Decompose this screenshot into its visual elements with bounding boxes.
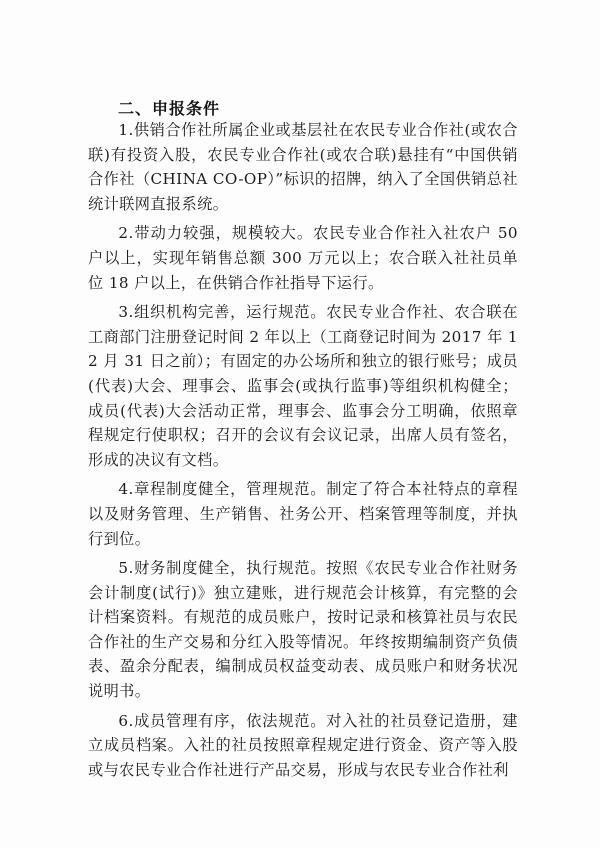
paragraph-4: 4.章程制度健全，管理规范。制定了符合本社特点的章程以及财务管理、生产销售、社务公开、档案管理等制度，并执行到位。 — [88, 480, 518, 548]
section-heading: 二、申报条件 — [118, 99, 221, 118]
section-body — [88, 118, 518, 787]
paragraph-5: 5.财务制度健全，执行规范。按照《农民专业合作社财务会计制度(试行)》独立建账，进行规范会计核算，有完整的会计档案资料。有规范的成员账户，按时记录和核算社员与农民合作社的生产交易和分红入股等情况。年终按期编制资产负债表、盈余分配表，编制成员权益变动表、成员账户和财务状况说明书。 — [88, 559, 518, 701]
paragraph-2: 2.带动力较强，规模较大。农民专业合作社入社农户 50 户以上，实现年销售总额 300 万元以上；农合联入社社员单位 18 户以上，在供销合作社指导下运行。 — [88, 224, 518, 292]
paragraph-6: 6.成员管理有序，依法规范。对入社的社员登记造册，建立成员档案。入社的社员按照章程规定进行资金、资产等入股或与农民专业合作社进行产品交易，形成与农民专业合作社利 — [88, 711, 518, 779]
paragraph-3: 3.组织机构完善，运行规范。农民专业合作社、农合联在工商部门注册登记时间 2 年以上（工商登记时间为 2017 年 12 月 31 日之前）；有固定的办公场所和独立的银行账号；成员(代表)大会、理事会、监事会(或执行监事)等组织机构健全；成员(代表)大会活动正常，理事会、监事会分工明确，依照章程规定行使职权；召开的会议有会议记录，出席人员有签名，形成的决议有文档。 — [88, 303, 518, 469]
paragraph-1: 1.供销合作社所属企业或基层社在农民专业合作社(或农合联)有投资入股，农民专业合作社(或农合联)悬挂有“中国供销合作社（CHINA CO-OP）”标识的招牌，纳入了全国供销总社统计联网直报系统。 — [88, 121, 518, 213]
